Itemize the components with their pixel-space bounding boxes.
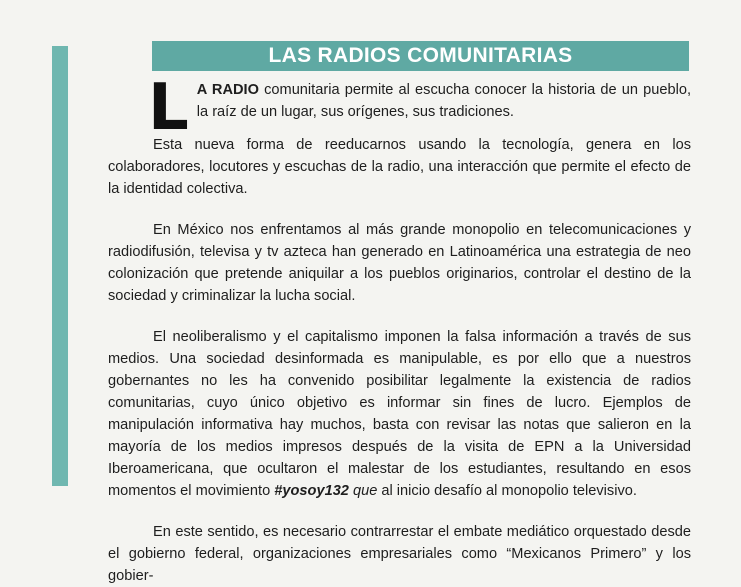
paragraph-1-text: comunitaria permite al escucha conocer la historia de un pueblo, la raíz de un lugar, sus orígenes, sus tradiciones. <box>196 82 692 120</box>
paragraph-5: En este sentido, es necesario contrarrestar el embate mediático orquestado desde el gobierno federal, organizaciones empresariales como “Mexicanos Primero” y los gobier- <box>108 524 691 584</box>
paragraph-4 <box>108 326 691 502</box>
paragraph-4-text-after: al inicio desafío al monopolio televisivo. <box>377 483 637 499</box>
sidebar-accent-bar <box>52 46 68 486</box>
paragraph-3: En México nos enfrentamos al más grande monopolio en telecomunicaciones y radiodifusión, televisa y tv azteca han generado en Latinoamérica una estrategia de neo colonización que pretende aniquilar a los pueblos originarios, controlar el destino de la sociedad y criminalizar la lucha social. <box>108 222 691 304</box>
paragraph-1 <box>108 78 691 123</box>
lead-word: A RADIO <box>196 82 259 98</box>
article-body <box>108 71 692 587</box>
drop-cap-letter: L <box>148 71 189 145</box>
hashtag-yosoy132: #yosoy132 <box>274 483 349 499</box>
italic-que: que <box>348 483 378 499</box>
paragraph-4-text-before: El neoliberalismo y el capitalismo imponen la falsa información a través de sus medios. Una sociedad desinformada es manipulable, es por ello que a nuestros gobernantes no les ha convenido posibilitar legalmente la existencia de radios comunitarias, cuyo único objetivo es informar sin fines de lucro. Ejemplos de manipulación informativa hay muchos, basta con revisar las notas que salieron en la mayoría de los medios impresos después de la visita de EPN a la Universidad Iberoamericana, que ocultaron el malestar de los estudiantes, resultando en esos momentos el movimiento <box>108 329 691 499</box>
page-title: LAS RADIOS COMUNITARIAS <box>268 44 573 67</box>
paragraph-2: Esta nueva forma de reeducarnos usando la tecnología, genera en los colaboradores, locutores y escuchas de la radio, una interacción que permite el efecto de la identidad colectiva. <box>108 137 691 197</box>
title-banner <box>152 41 689 71</box>
